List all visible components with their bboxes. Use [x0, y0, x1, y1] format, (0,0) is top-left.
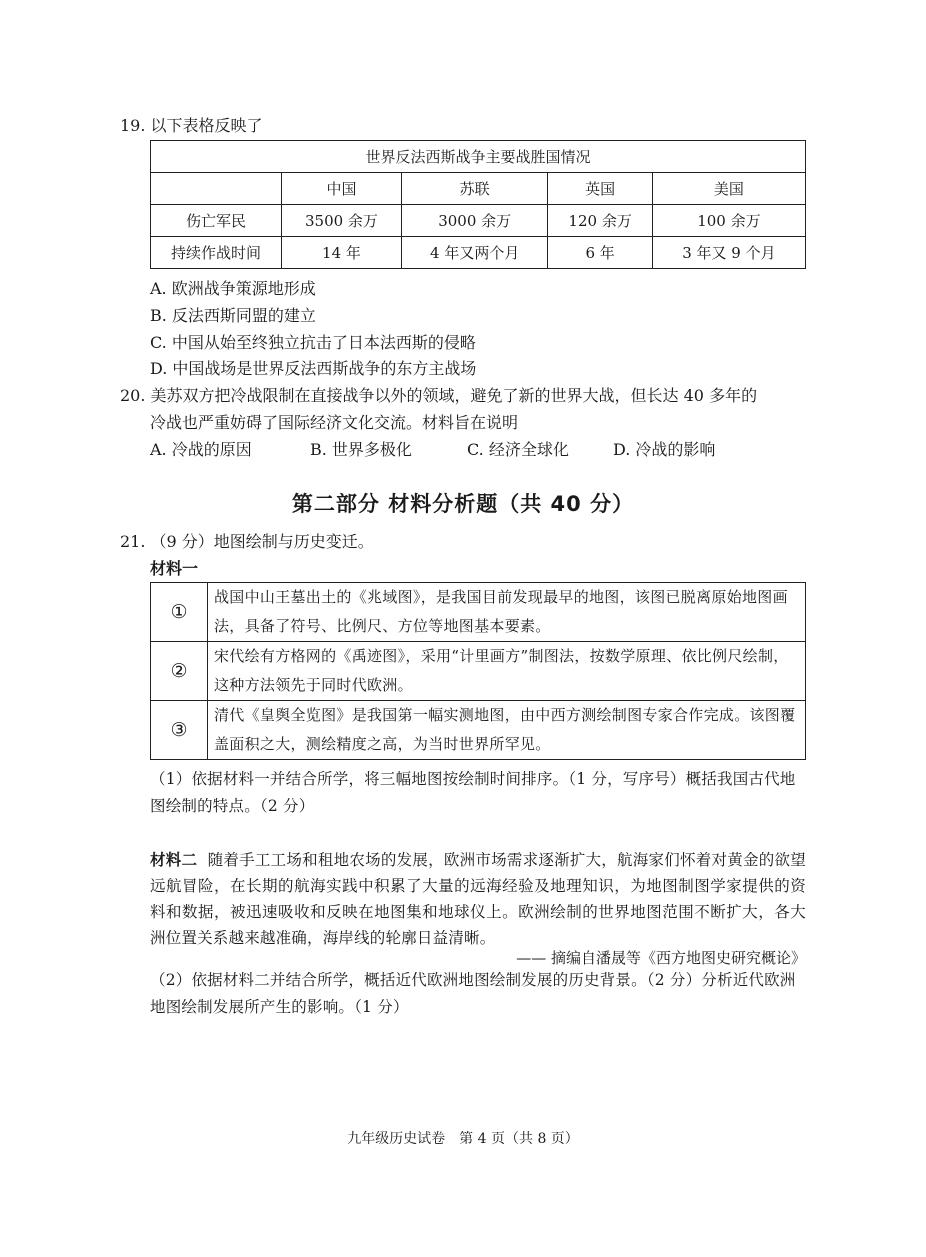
- row-number: ①: [151, 583, 208, 642]
- q19-option-a: A. 欧洲战争策源地形成: [150, 279, 316, 298]
- row-text: 清代《皇舆全览图》是我国第一幅实测地图，由中西方测绘制图专家合作完成。该图覆盖面积之大，测绘精度之高，为当时世界所罕见。: [208, 701, 806, 760]
- table-cell: 3000 余万: [401, 205, 547, 237]
- material2-block: [150, 847, 806, 951]
- table-cell: 120 余万: [548, 205, 652, 237]
- table-header-cell: [151, 173, 282, 205]
- table-header-cell: 美国: [652, 173, 805, 205]
- q20-stem-line1: 20. 美苏双方把冷战限制在直接战争以外的领域，避免了新的世界大战，但长达 40 多年的: [120, 386, 758, 405]
- material1-table: [150, 582, 806, 760]
- q19-table-title: 世界反法西斯战争主要战胜国情况: [151, 141, 806, 173]
- table-row: [151, 205, 806, 237]
- q20-option-d: D. 冷战的影响: [613, 440, 716, 459]
- table-header-row: [151, 173, 806, 205]
- material2-source: —— 摘编自潘晟等《西方地图史研究概论》: [516, 949, 806, 967]
- q21-sub1: （1）依据材料一并结合所学，将三幅地图按绘制时间排序。（1 分，写序号）概括我国古代地图绘制的特点。（2 分）: [150, 770, 796, 815]
- q20-option-a: A. 冷战的原因: [150, 440, 252, 459]
- table-row: [151, 642, 806, 701]
- row-text: 宋代绘有方格网的《禹迹图》，采用“计里画方”制图法，按数学原理、依比例尺绘制，这种方法领先于同时代欧洲。: [208, 642, 806, 701]
- q19-option-b: B. 反法西斯同盟的建立: [150, 306, 316, 325]
- table-header-cell: 苏联: [401, 173, 547, 205]
- table-header-cell: 中国: [282, 173, 402, 205]
- material2-text: 随着手工工场和租地农场的发展，欧洲市场需求逐渐扩大，航海家们怀着对黄金的欲望远航冒险，在长期的航海实践中积累了大量的远海经验及地理知识，为地图制图学家提供的资料和数据，被迅速吸收和反映在地图集和地球仪上。欧洲绘制的世界地图范围不断扩大，各大洲位置关系越来越准确，海岸线的轮廓日益清晰。: [150, 851, 806, 947]
- row-number: ③: [151, 701, 208, 760]
- table-cell: 100 余万: [652, 205, 805, 237]
- material1-label: 材料一: [150, 559, 199, 578]
- table-cell: 3500 余万: [282, 205, 402, 237]
- material2-label: 材料二: [150, 851, 198, 869]
- table-cell: 伤亡军民: [151, 205, 282, 237]
- q19-stem: 19. 以下表格反映了: [120, 116, 263, 135]
- part2-heading: 第二部分 材料分析题（共 40 分）: [291, 492, 635, 516]
- table-cell: 4 年又两个月: [401, 237, 547, 269]
- q20-option-c: C. 经济全球化: [467, 440, 569, 459]
- row-number: ②: [151, 642, 208, 701]
- row-text: 战国中山王墓出土的《兆域图》，是我国目前发现最早的地图，该图已脱离原始地图画法，具备了符号、比例尺、方位等地图基本要素。: [208, 583, 806, 642]
- page-footer: 九年级历史试卷 第 4 页（共 8 页）: [347, 1131, 579, 1147]
- table-row: [151, 583, 806, 642]
- q20-stem-line2: 冷战也严重妨碍了国际经济文化交流。材料旨在说明: [150, 413, 519, 432]
- q21-sub2: （2）依据材料二并结合所学，概括近代欧洲地图绘制发展的历史背景。（2 分）分析近代欧洲地图绘制发展所产生的影响。（1 分）: [150, 971, 796, 1016]
- table-cell: 3 年又 9 个月: [652, 237, 805, 269]
- table-cell: 14 年: [282, 237, 402, 269]
- table-row: [151, 237, 806, 269]
- q19-table: [150, 140, 806, 269]
- q19-option-d: D. 中国战场是世界反法西斯战争的东方主战场: [150, 359, 477, 378]
- table-cell: 6 年: [548, 237, 652, 269]
- table-header-cell: 英国: [548, 173, 652, 205]
- q21-stem: 21. （9 分）地图绘制与历史变迁。: [120, 532, 374, 551]
- table-cell: 持续作战时间: [151, 237, 282, 269]
- q20-option-b: B. 世界多极化: [310, 440, 412, 459]
- table-row: [151, 701, 806, 760]
- q19-option-c: C. 中国从始至终独立抗击了日本法西斯的侵略: [150, 333, 476, 352]
